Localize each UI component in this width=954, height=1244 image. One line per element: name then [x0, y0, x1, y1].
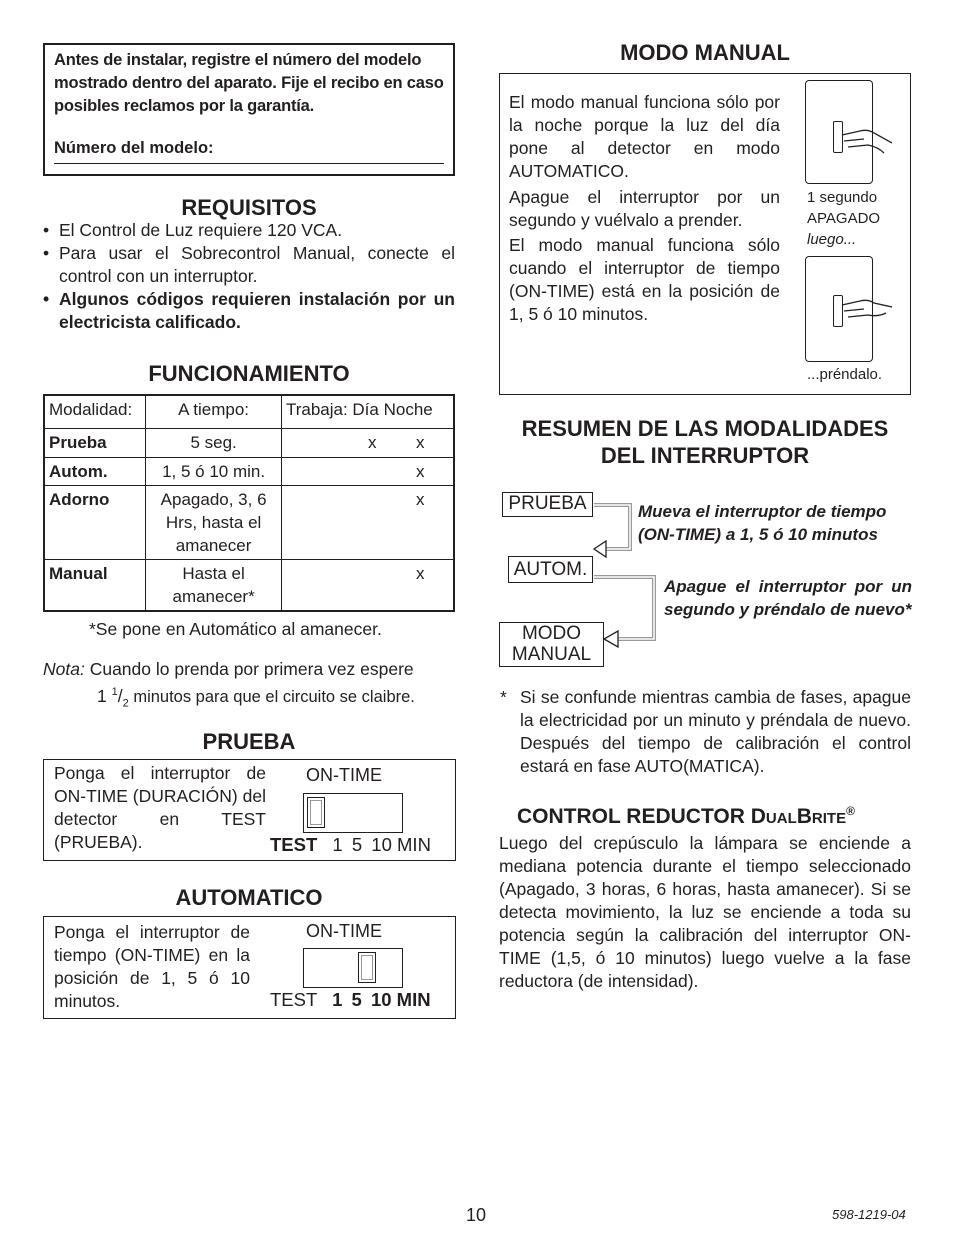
flow-box-autom: AUTOM.: [508, 556, 593, 583]
funcionamiento-heading: FUNCIONAMIENTO: [148, 361, 350, 386]
automatico-on-time-switch[interactable]: [303, 948, 403, 988]
scale-test: TEST: [270, 834, 318, 855]
document-code: 598-1219-04: [832, 1207, 906, 1222]
dualbrite-title-small1: UAL: [765, 810, 797, 827]
resumen-heading-line1: RESUMEN DE LAS MODALIDADES: [521, 416, 889, 441]
wall-switch-on-illustration: [805, 256, 873, 362]
scale-1: 1: [332, 834, 343, 855]
resumen-heading-line2: DEL INTERRUPTOR: [600, 443, 810, 468]
night-mark: x: [415, 563, 425, 583]
hand-pressing-icon: [834, 291, 898, 331]
hand-pressing-icon: [834, 117, 898, 157]
caption-turn-on: ...préndalo.: [807, 366, 883, 383]
note: [43, 658, 414, 681]
requisito-item: • Para usar el Sobrecontrol Manual, conecte el control con un interruptor.: [43, 242, 455, 288]
modo-manual-p2: Apague el interruptor por un segundo y vuélvalo a prender.: [509, 187, 780, 230]
automatico-text: Ponga el interruptor de tiempo (ON-TIME) en la posición de 1, 5 ó 10 minutos.: [54, 922, 250, 1011]
caption-then: luego...: [807, 231, 857, 248]
modo-manual-p1: El modo manual funciona sólo por la noche porque la luz del día pone al detector en modo AUTOMATICO.: [509, 92, 780, 181]
requisito-item: • Algunos códigos requieren instalación por un electricista calificado.: [43, 288, 455, 334]
requisito-item: • El Control de Luz requiere 120 VCA.: [43, 219, 455, 242]
header-modalidad: Modalidad:: [44, 395, 146, 428]
dualbrite-text: Luego del crepúsculo la lámpara se enciende a mediana potencia durante el tiempo seleccionado (Apagado, 3 horas, 6 horas, hasta amanecer). Si se detecta movimiento, la luz se enciende a toda su potencia según la calibración del interruptor ON-TIME (1,5, ó 10 minutos) luego vuelve a la fase reductora (de intensidad).: [499, 833, 911, 991]
instruction-prueba-to-autom: Mueva el interruptor de tiempo (ON-TIME) a 1, 5 ó 10 minutos: [638, 502, 887, 544]
prueba-scale: [270, 834, 431, 856]
arrow-prueba-to-autom: [594, 505, 630, 549]
table-row: [44, 457, 454, 485]
automatico-switch-label: ON-TIME: [306, 921, 382, 941]
dualbrite-heading: [517, 804, 855, 829]
table-row: [44, 485, 454, 559]
dualbrite-title-small2: RITE: [811, 810, 847, 827]
requisitos-list: [43, 219, 455, 334]
warranty-notice-box: [43, 43, 455, 176]
modo-manual-heading: MODO MANUAL: [620, 40, 790, 65]
table-row: [44, 428, 454, 457]
table-row: [44, 559, 454, 611]
resumen-footnote-star: *: [500, 687, 507, 707]
header-a-tiempo: A tiempo:: [146, 395, 282, 428]
modo-manual-p3: El modo manual funciona sólo cuando el interruptor de tiempo (ON-TIME) está en la posición de 1, 5 ó 10 minutos.: [509, 235, 780, 324]
scale-10: 10 MIN: [371, 834, 431, 855]
time-cell: 1, 5 ó 10 min.: [146, 457, 282, 485]
scale-10: 10 MIN: [370, 989, 431, 1010]
note-number: 1: [97, 685, 112, 706]
caption-one-second: 1 segundo: [807, 189, 878, 206]
automatico-heading: AUTOMATICO: [175, 885, 323, 910]
wall-switch-off-illustration: [805, 80, 873, 184]
note-label: Nota:: [43, 659, 85, 679]
warranty-text: Antes de instalar, registre el número del modelo mostrado dentro del aparato. Fije el recibo en caso posibles reclamos por la garantía.: [54, 51, 444, 115]
mode-cell: Prueba: [44, 428, 146, 457]
page-number: 10: [466, 1205, 487, 1225]
works-cell: [281, 559, 454, 611]
day-mark: x: [367, 432, 377, 452]
automatico-box: [43, 916, 456, 1019]
prueba-box: [43, 759, 456, 861]
resumen-footnote: Si se confunde mientras cambia de fases, apague la electricidad por un minuto y préndala de nuevo. Después del tiempo de calibración el control estará en fase AUTO(MATICA).: [520, 687, 911, 776]
flow-box-manual-line2: MANUAL: [511, 644, 592, 665]
registered-mark: ®: [846, 804, 855, 818]
prueba-on-time-switch[interactable]: [303, 793, 403, 833]
prueba-switch-label: ON-TIME: [306, 765, 382, 785]
note-fraction-numerator: 1: [111, 686, 118, 698]
flow-box-manual-line1: MODO: [521, 623, 582, 644]
note-text: Cuando lo prenda por primera vez espere: [89, 659, 414, 679]
works-cell: [281, 428, 454, 457]
night-mark: x: [415, 432, 425, 452]
flow-box-prueba: PRUEBA: [502, 492, 593, 517]
scale-5: 5: [351, 834, 363, 855]
caption-off: APAGADO: [807, 210, 881, 227]
scale-1: 1: [332, 989, 343, 1010]
automatico-scale: [270, 989, 431, 1011]
night-mark: x: [415, 461, 425, 481]
scale-5: 5: [351, 989, 362, 1010]
funcionamiento-table: [43, 394, 455, 612]
arrowhead: [594, 541, 606, 557]
requisitos-heading: REQUISITOS: [181, 195, 317, 220]
dualbrite-title-main: CONTROL REDUCTOR D: [517, 805, 766, 828]
prueba-switch-knob[interactable]: [307, 797, 325, 828]
dualbrite-title-b: B: [796, 805, 812, 828]
instruction-autom-to-manual: Apague el interruptor por un segundo y préndalo de nuevo*: [664, 577, 912, 619]
mode-cell: Manual: [44, 559, 146, 611]
arrow-autom-to-manual: [594, 577, 654, 639]
prueba-text: Ponga el interruptor de ON-TIME (DURACIÓN) del detector en TEST (PRUEBA).: [54, 763, 266, 852]
works-cell: [281, 485, 454, 559]
time-cell: 5 seg.: [146, 428, 282, 457]
mode-cell: Adorno: [44, 485, 146, 559]
model-number-label: Número del modelo:: [54, 139, 214, 157]
works-cell: [281, 457, 454, 485]
note-text-2: minutos para que el circuito se claibre.: [128, 687, 415, 706]
arrowhead: [604, 631, 618, 647]
prueba-heading: PRUEBA: [202, 729, 296, 754]
flow-box-modo-manual: [499, 622, 604, 667]
note-fraction-denominator: 2: [122, 697, 129, 710]
mode-cell: Autom.: [44, 457, 146, 485]
table-header-row: [44, 395, 454, 428]
header-trabaja: Trabaja: Día Noche: [281, 395, 454, 428]
time-cell: Apagado, 3, 6 Hrs, hasta el amanecer: [146, 485, 282, 559]
modo-manual-box: [499, 73, 911, 395]
automatico-switch-knob[interactable]: [358, 952, 376, 983]
model-number-line: [54, 163, 444, 164]
note-line-2: 1 $^1/_2$ minutos para que el circuito se claibre.: [97, 685, 415, 710]
table-footnote: *Se pone en Automático al amanecer.: [89, 619, 382, 639]
night-mark: x: [415, 489, 425, 509]
scale-test: TEST: [270, 989, 317, 1010]
time-cell: Hasta el amanecer*: [146, 559, 282, 611]
